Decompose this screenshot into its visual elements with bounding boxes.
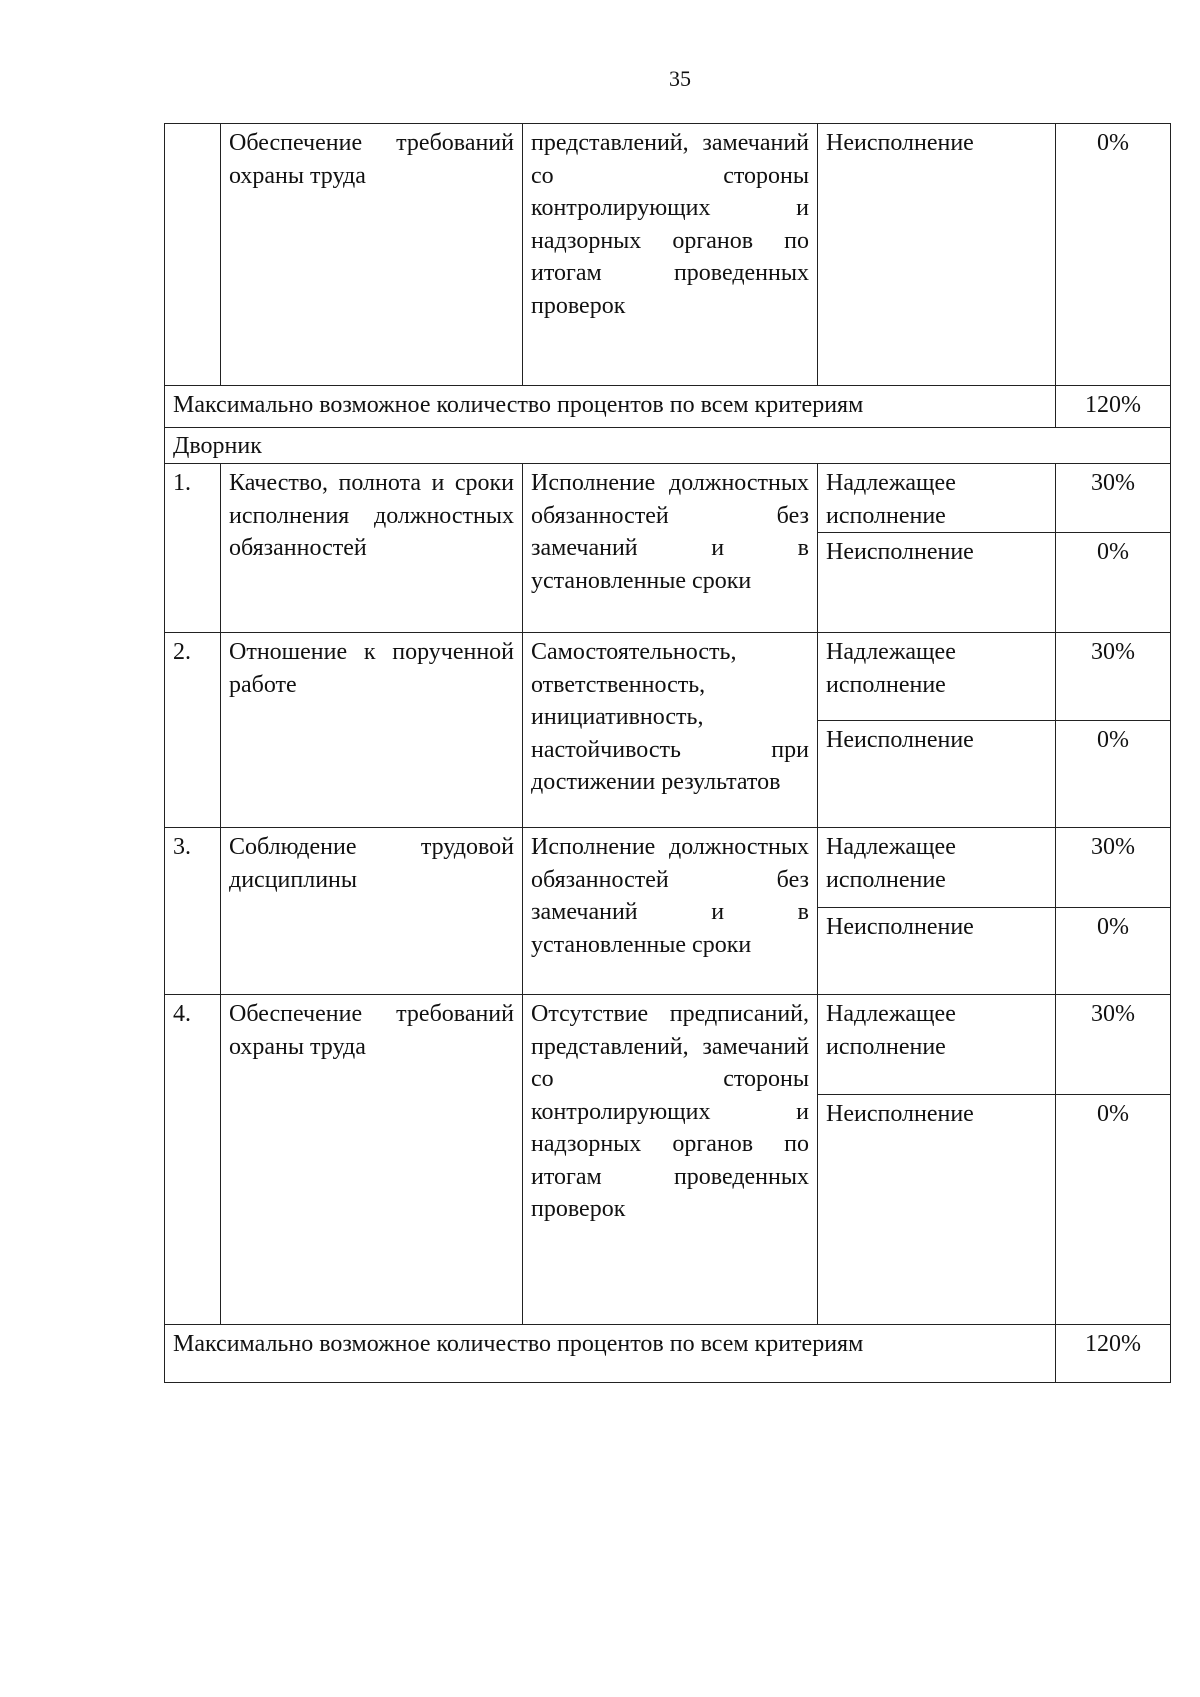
cell-criterion: Отношение к порученной работе (221, 633, 523, 828)
criteria-table (164, 123, 1171, 1383)
cell-indicator: Самостоятельность, ответственность, инициативность, настойчивость при достижении результатов (523, 633, 818, 828)
cell-percent-good: 30% (1056, 464, 1171, 533)
cell-criterion: Обеспечение требований охраны труда (221, 995, 523, 1325)
cell-percent-bad: 0% (1056, 908, 1171, 995)
table-row (165, 633, 1171, 721)
cell-percent-bad: 0% (1056, 721, 1171, 828)
cell-num: 3. (165, 828, 221, 995)
table-row-continuation (165, 124, 1171, 386)
table-row (165, 828, 1171, 908)
cell-percent-bad: 0% (1056, 533, 1171, 633)
cell-num: 2. (165, 633, 221, 828)
cell-criterion: Качество, полнота и сроки исполнения должностных обязанностей (221, 464, 523, 633)
cell-assessment-good: Надлежащее исполнение (818, 464, 1056, 533)
total-row (165, 386, 1171, 428)
cell-percent-good: 30% (1056, 828, 1171, 908)
cell-assessment-good: Надлежащее исполнение (818, 633, 1056, 721)
cell-criterion: Соблюдение трудовой дисциплины (221, 828, 523, 995)
cell-percent-good: 30% (1056, 995, 1171, 1095)
total-label: Максимально возможное количество процентов по всем критериям (165, 1325, 1056, 1383)
page-number: 35 (669, 66, 691, 91)
section-title: Дворник (165, 428, 1171, 464)
cell-assessment-bad: Неисполнение (818, 721, 1056, 828)
cell-indicator: Исполнение должностных обязанностей без замечаний и в установленные сроки (523, 464, 818, 633)
cell-percent-good: 30% (1056, 633, 1171, 721)
cell-criterion: Обеспечение требований охраны труда (221, 124, 523, 386)
cell-indicator: представлений, замечаний со стороны контролирующих и надзорных органов по итогам проведенных проверок (523, 124, 818, 386)
total-value: 120% (1056, 1325, 1171, 1383)
cell-indicator: Исполнение должностных обязанностей без замечаний и в установленные сроки (523, 828, 818, 995)
table-row (165, 995, 1171, 1095)
cell-indicator: Отсутствие предписаний, представлений, замечаний со стороны контролирующих и надзорных органов по итогам проведенных проверок (523, 995, 818, 1325)
total-label: Максимально возможное количество процентов по всем критериям (165, 386, 1056, 428)
cell-assessment-good: Надлежащее исполнение (818, 828, 1056, 908)
table-row (165, 464, 1171, 533)
cell-assessment: Неисполнение (818, 124, 1056, 386)
cell-percent-bad: 0% (1056, 1095, 1171, 1325)
section-row (165, 428, 1171, 464)
cell-percent: 0% (1056, 124, 1171, 386)
cell-assessment-bad: Неисполнение (818, 908, 1056, 995)
cell-num: 1. (165, 464, 221, 633)
cell-num: 4. (165, 995, 221, 1325)
cell-assessment-bad: Неисполнение (818, 533, 1056, 633)
cell-assessment-good: Надлежащее исполнение (818, 995, 1056, 1095)
total-value: 120% (1056, 386, 1171, 428)
total-row (165, 1325, 1171, 1383)
cell-num (165, 124, 221, 386)
cell-assessment-bad: Неисполнение (818, 1095, 1056, 1325)
